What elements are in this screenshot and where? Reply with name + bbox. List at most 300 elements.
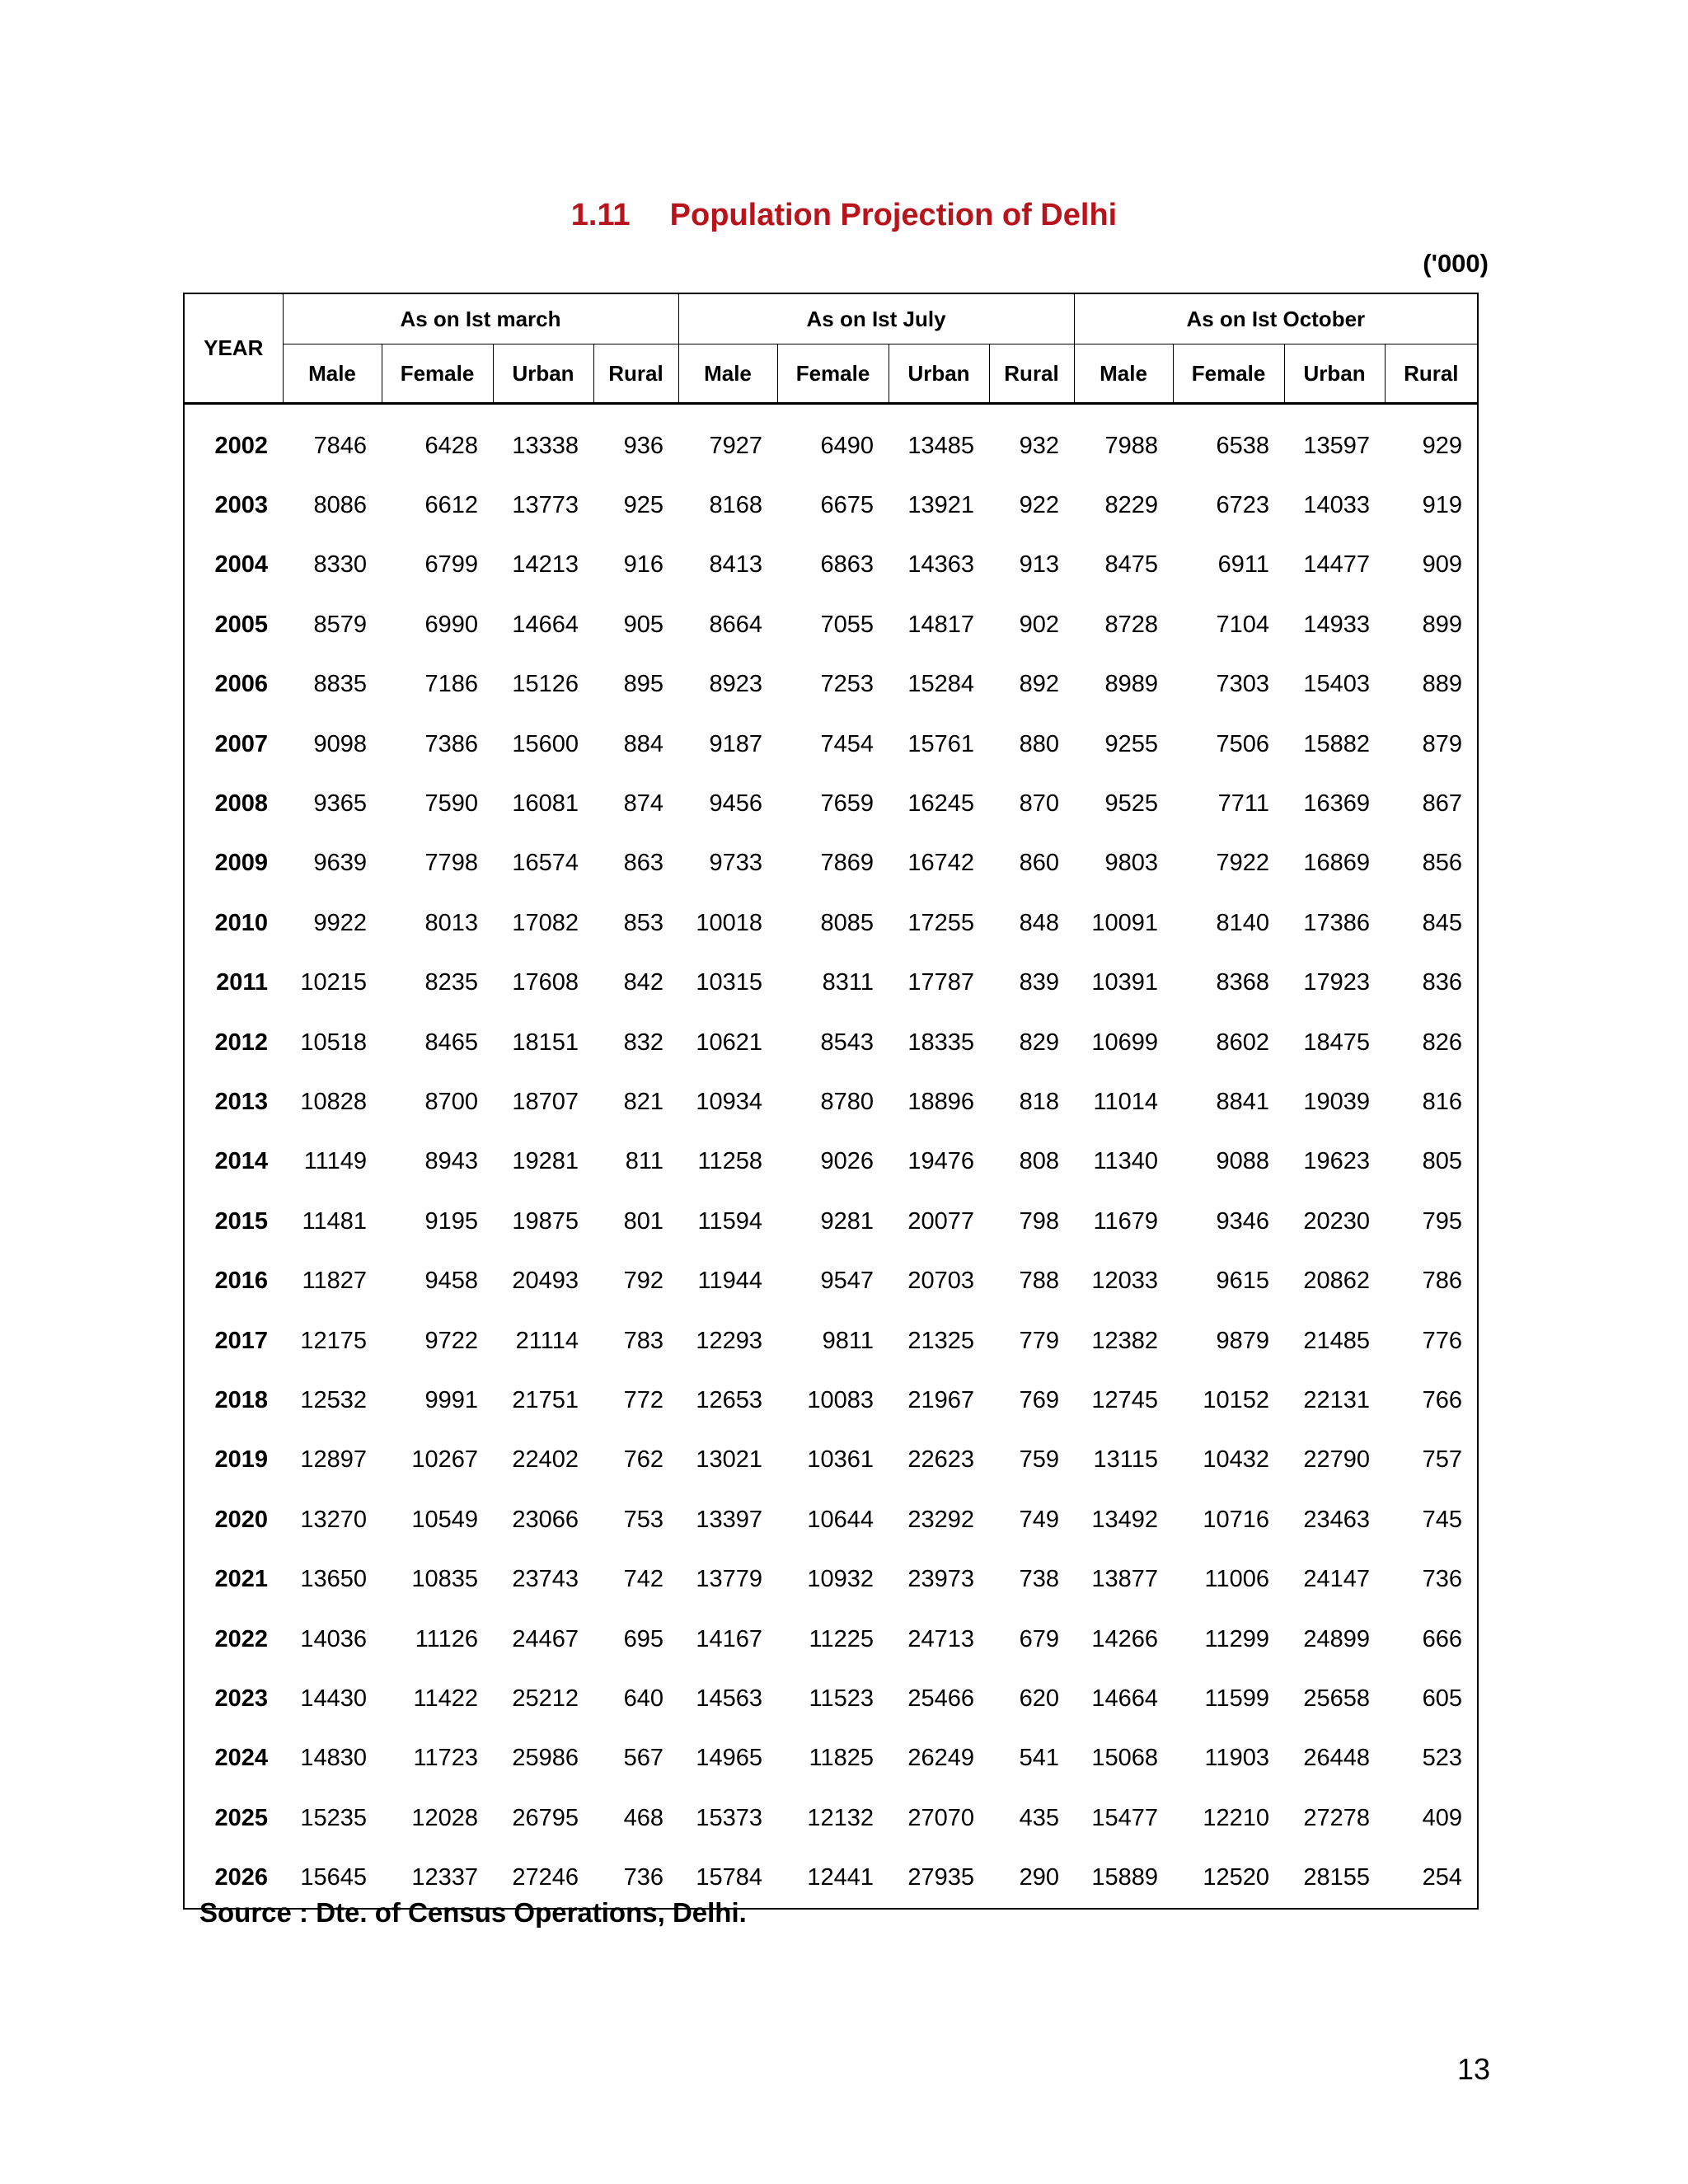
value-cell: 7711 [1217, 790, 1270, 818]
value-cell: 695 [623, 1625, 663, 1652]
value-cell: 15645 [300, 1864, 367, 1891]
value-cell: 6490 [820, 432, 874, 459]
table-row [184, 1132, 1478, 1192]
value-cell: 9547 [820, 1268, 874, 1295]
value-cell: 17255 [907, 909, 974, 936]
value-cell: 6612 [424, 492, 478, 519]
value-cell: 753 [623, 1506, 663, 1533]
page-title [0, 198, 1688, 233]
value-cell: 902 [1019, 611, 1060, 638]
value-cell: 10621 [696, 1029, 762, 1056]
value-cell: 9639 [313, 850, 367, 877]
value-cell: 9458 [424, 1268, 478, 1295]
value-cell: 15761 [907, 730, 974, 757]
value-cell: 14036 [300, 1625, 367, 1652]
value-cell: 8841 [1216, 1088, 1270, 1115]
value-cell: 7506 [1216, 730, 1270, 757]
value-cell: 863 [623, 850, 663, 877]
value-cell: 13485 [907, 432, 974, 459]
sub-header-rural: Rural [989, 344, 1074, 404]
value-cell: 786 [1422, 1268, 1463, 1295]
value-cell: 11014 [1093, 1088, 1159, 1115]
value-cell: 821 [623, 1088, 663, 1115]
value-cell: 13397 [696, 1506, 762, 1533]
sub-header-female: Female [777, 344, 889, 404]
value-cell: 805 [1422, 1148, 1463, 1175]
value-cell: 15784 [696, 1864, 762, 1891]
value-cell: 909 [1422, 551, 1463, 579]
table-row [184, 834, 1478, 893]
value-cell: 8475 [1104, 551, 1159, 579]
value-cell: 8465 [424, 1029, 478, 1056]
value-cell: 666 [1422, 1625, 1463, 1652]
value-cell: 8835 [313, 671, 367, 698]
value-cell: 15403 [1303, 671, 1371, 698]
year-cell: 2012 [214, 1029, 268, 1056]
value-cell: 9811 [822, 1327, 874, 1354]
value-cell: 23463 [1303, 1506, 1371, 1533]
value-cell: 10391 [1091, 969, 1159, 996]
value-cell: 10267 [411, 1446, 478, 1474]
value-cell: 19476 [907, 1148, 974, 1175]
table-body [184, 404, 1478, 1909]
value-cell: 842 [623, 969, 663, 996]
value-cell: 15373 [696, 1804, 762, 1831]
value-cell: 9456 [709, 790, 762, 818]
value-cell: 836 [1422, 969, 1463, 996]
value-cell: 13492 [1091, 1506, 1159, 1533]
value-cell: 13597 [1303, 432, 1371, 459]
value-cell: 12653 [696, 1386, 762, 1413]
sub-header-urban: Urban [493, 344, 593, 404]
table-row [184, 1431, 1478, 1490]
value-cell: 8311 [822, 969, 874, 996]
value-cell: 14664 [1091, 1685, 1159, 1712]
value-cell: 853 [623, 909, 663, 936]
value-cell: 14266 [1091, 1625, 1159, 1652]
value-cell: 10934 [696, 1088, 762, 1115]
value-cell: 7798 [424, 850, 478, 877]
value-cell: 870 [1019, 790, 1060, 818]
table-row [184, 1490, 1478, 1549]
year-cell: 2005 [214, 611, 268, 638]
value-cell: 798 [1019, 1207, 1060, 1235]
group-header-july: As on Ist July [678, 293, 1074, 344]
value-cell: 6863 [820, 551, 874, 579]
value-cell: 12441 [807, 1864, 874, 1891]
value-cell: 776 [1422, 1327, 1463, 1354]
value-cell: 10932 [807, 1566, 874, 1593]
value-cell: 779 [1019, 1327, 1060, 1354]
value-cell: 27935 [907, 1864, 974, 1891]
value-cell: 19875 [512, 1207, 579, 1235]
sub-header-male: Male [1074, 344, 1173, 404]
table-row [184, 1192, 1478, 1251]
table-row [184, 1610, 1478, 1669]
table-row [184, 1013, 1478, 1072]
value-cell: 7590 [424, 790, 478, 818]
value-cell: 816 [1422, 1088, 1463, 1115]
value-cell: 24147 [1303, 1566, 1371, 1593]
value-cell: 10828 [300, 1088, 367, 1115]
value-cell: 24713 [907, 1625, 974, 1652]
value-cell: 13773 [512, 492, 579, 519]
value-cell: 409 [1422, 1804, 1463, 1831]
value-cell: 738 [1019, 1566, 1060, 1593]
value-cell: 736 [1422, 1566, 1463, 1593]
value-cell: 788 [1019, 1268, 1060, 1295]
value-cell: 808 [1019, 1148, 1060, 1175]
value-cell: 14563 [696, 1685, 762, 1712]
value-cell: 8780 [820, 1088, 874, 1115]
value-cell: 922 [1019, 492, 1060, 519]
value-cell: 929 [1422, 432, 1463, 459]
value-cell: 9187 [709, 730, 762, 757]
value-cell: 17608 [512, 969, 579, 996]
value-cell: 20230 [1303, 1207, 1371, 1235]
year-cell: 2010 [214, 909, 268, 936]
value-cell: 10549 [411, 1506, 478, 1533]
value-cell: 14477 [1303, 551, 1371, 579]
value-cell: 913 [1019, 551, 1060, 579]
value-cell: 783 [623, 1327, 663, 1354]
value-cell: 16574 [512, 850, 579, 877]
year-cell: 2003 [214, 492, 268, 519]
value-cell: 12175 [300, 1327, 367, 1354]
value-cell: 541 [1019, 1745, 1060, 1772]
value-cell: 620 [1019, 1685, 1060, 1712]
value-cell: 18896 [907, 1088, 974, 1115]
value-cell: 19281 [512, 1148, 579, 1175]
value-cell: 679 [1019, 1625, 1060, 1652]
value-cell: 18151 [512, 1029, 579, 1056]
value-cell: 23066 [512, 1506, 579, 1533]
value-cell: 8413 [709, 551, 762, 579]
value-cell: 16369 [1303, 790, 1371, 818]
value-cell: 15284 [907, 671, 974, 698]
value-cell: 811 [625, 1148, 663, 1175]
value-cell: 11599 [1204, 1685, 1270, 1712]
value-cell: 9195 [424, 1207, 478, 1235]
year-cell: 2009 [214, 850, 268, 877]
sub-header-urban: Urban [889, 344, 989, 404]
value-cell: 11903 [1204, 1745, 1270, 1772]
value-cell: 27070 [907, 1804, 974, 1831]
value-cell: 23743 [512, 1566, 579, 1593]
value-cell: 7846 [313, 432, 367, 459]
value-cell: 10518 [300, 1029, 367, 1056]
value-cell: 8602 [1216, 1029, 1270, 1056]
value-cell: 759 [1019, 1446, 1060, 1474]
value-cell: 7104 [1216, 611, 1270, 638]
value-cell: 523 [1422, 1745, 1463, 1772]
value-cell: 27278 [1303, 1804, 1371, 1831]
table-row [184, 715, 1478, 774]
value-cell: 21967 [907, 1386, 974, 1413]
value-cell: 25466 [907, 1685, 974, 1712]
value-cell: 14965 [696, 1745, 762, 1772]
table-row [184, 1072, 1478, 1132]
table-row [184, 655, 1478, 715]
year-cell: 2019 [214, 1446, 268, 1474]
table-row [184, 1251, 1478, 1310]
value-cell: 12337 [411, 1864, 478, 1891]
value-cell: 11258 [697, 1148, 762, 1175]
value-cell: 8543 [820, 1029, 874, 1056]
value-cell: 468 [623, 1804, 663, 1831]
population-table [183, 293, 1479, 1910]
value-cell: 15126 [512, 671, 579, 698]
value-cell: 20703 [907, 1268, 974, 1295]
value-cell: 6428 [424, 432, 478, 459]
value-cell: 15477 [1091, 1804, 1159, 1831]
value-cell: 17787 [907, 969, 974, 996]
value-cell: 11827 [302, 1268, 367, 1295]
value-cell: 11825 [809, 1745, 874, 1772]
value-cell: 12897 [300, 1446, 367, 1474]
value-cell: 769 [1019, 1386, 1060, 1413]
year-cell: 2014 [214, 1148, 268, 1175]
group-header-march: As on Ist march [283, 293, 678, 344]
value-cell: 15068 [1091, 1745, 1159, 1772]
table-row [184, 1669, 1478, 1728]
value-cell: 21751 [512, 1386, 579, 1413]
sub-header-rural: Rural [1385, 344, 1478, 404]
value-cell: 8989 [1104, 671, 1159, 698]
value-cell: 12532 [300, 1386, 367, 1413]
value-cell: 905 [623, 611, 663, 638]
value-cell: 7922 [1216, 850, 1270, 877]
value-cell: 12520 [1203, 1864, 1270, 1891]
year-cell: 2024 [214, 1745, 268, 1772]
year-cell: 2007 [214, 730, 268, 757]
title-text: Population Projection of Delhi [669, 198, 1118, 232]
value-cell: 874 [623, 790, 663, 818]
value-cell: 8085 [820, 909, 874, 936]
value-cell: 640 [623, 1685, 663, 1712]
sub-header-female: Female [1173, 344, 1284, 404]
sub-header-urban: Urban [1284, 344, 1385, 404]
value-cell: 14430 [300, 1685, 367, 1712]
value-cell: 15882 [1303, 730, 1371, 757]
value-cell: 11149 [303, 1148, 367, 1175]
value-cell: 9991 [424, 1386, 478, 1413]
value-cell: 742 [623, 1566, 663, 1593]
value-cell: 254 [1422, 1864, 1463, 1891]
value-cell: 11523 [809, 1685, 874, 1712]
value-cell: 919 [1422, 492, 1463, 519]
year-cell: 2022 [214, 1625, 268, 1652]
value-cell: 18335 [907, 1029, 974, 1056]
value-cell: 9281 [820, 1207, 874, 1235]
value-cell: 749 [1019, 1506, 1060, 1533]
year-cell: 2013 [214, 1088, 268, 1115]
value-cell: 10091 [1091, 909, 1159, 936]
value-cell: 21325 [907, 1327, 974, 1354]
value-cell: 9803 [1104, 850, 1159, 877]
value-cell: 17923 [1303, 969, 1371, 996]
value-cell: 856 [1422, 850, 1463, 877]
value-cell: 9255 [1104, 730, 1159, 757]
title-number: 1.11 [570, 198, 631, 232]
value-cell: 7659 [820, 790, 874, 818]
value-cell: 9026 [820, 1148, 874, 1175]
value-cell: 13338 [512, 432, 579, 459]
value-cell: 10432 [1203, 1446, 1270, 1474]
value-cell: 12210 [1203, 1804, 1270, 1831]
value-cell: 9615 [1216, 1268, 1270, 1295]
sub-header-male: Male [678, 344, 777, 404]
value-cell: 21114 [515, 1327, 579, 1354]
value-cell: 7303 [1216, 671, 1270, 698]
value-cell: 12745 [1091, 1386, 1159, 1413]
value-cell: 6538 [1216, 432, 1270, 459]
year-cell: 2016 [214, 1268, 268, 1295]
year-cell: 2008 [214, 790, 268, 818]
value-cell: 26448 [1303, 1745, 1371, 1772]
value-cell: 11126 [415, 1625, 478, 1652]
value-cell: 12132 [807, 1804, 874, 1831]
value-cell: 8923 [709, 671, 762, 698]
value-cell: 8140 [1216, 909, 1270, 936]
value-cell: 9733 [709, 850, 762, 877]
value-cell: 892 [1019, 671, 1060, 698]
value-cell: 7869 [820, 850, 874, 877]
sub-header-male: Male [283, 344, 382, 404]
value-cell: 867 [1422, 790, 1463, 818]
value-cell: 28155 [1303, 1864, 1371, 1891]
value-cell: 8013 [424, 909, 478, 936]
value-cell: 8168 [709, 492, 762, 519]
value-cell: 12293 [696, 1327, 762, 1354]
value-cell: 762 [623, 1446, 663, 1474]
value-cell: 916 [623, 551, 663, 579]
value-cell: 23292 [907, 1506, 974, 1533]
value-cell: 9922 [313, 909, 367, 936]
value-cell: 845 [1422, 909, 1463, 936]
value-cell: 6799 [424, 551, 478, 579]
value-cell: 6990 [424, 611, 478, 638]
value-cell: 792 [623, 1268, 663, 1295]
value-cell: 24467 [512, 1625, 579, 1652]
value-cell: 7186 [424, 671, 478, 698]
value-cell: 11481 [302, 1207, 367, 1235]
year-cell: 2015 [214, 1207, 268, 1235]
value-cell: 22402 [512, 1446, 579, 1474]
value-cell: 13921 [907, 492, 974, 519]
value-cell: 889 [1422, 671, 1463, 698]
year-cell: 2026 [214, 1864, 268, 1891]
value-cell: 9088 [1216, 1148, 1270, 1175]
value-cell: 605 [1422, 1685, 1463, 1712]
value-cell: 8728 [1104, 611, 1159, 638]
value-cell: 10018 [696, 909, 762, 936]
sub-header-rural: Rural [593, 344, 678, 404]
value-cell: 11340 [1093, 1148, 1159, 1175]
sub-header-row [184, 344, 1478, 404]
value-cell: 11422 [413, 1685, 478, 1712]
value-cell: 925 [623, 492, 663, 519]
value-cell: 13270 [300, 1506, 367, 1533]
value-cell: 8579 [313, 611, 367, 638]
value-cell: 11006 [1204, 1566, 1270, 1593]
year-cell: 2011 [216, 969, 268, 996]
table-row [184, 954, 1478, 1013]
table-row [184, 595, 1478, 654]
value-cell: 22131 [1303, 1386, 1371, 1413]
value-cell: 8086 [313, 492, 367, 519]
value-cell: 10083 [807, 1386, 874, 1413]
value-cell: 936 [623, 432, 663, 459]
table-row [184, 404, 1478, 476]
sub-header-female: Female [382, 344, 493, 404]
value-cell: 6911 [1217, 551, 1270, 579]
value-cell: 9098 [313, 730, 367, 757]
value-cell: 6675 [820, 492, 874, 519]
value-cell: 10699 [1091, 1029, 1159, 1056]
value-cell: 7454 [820, 730, 874, 757]
value-cell: 19039 [1303, 1088, 1371, 1115]
value-cell: 11299 [1204, 1625, 1270, 1652]
year-cell: 2020 [214, 1506, 268, 1533]
value-cell: 14664 [512, 611, 579, 638]
value-cell: 6723 [1216, 492, 1270, 519]
value-cell: 22623 [907, 1446, 974, 1474]
value-cell: 22790 [1303, 1446, 1371, 1474]
table-row [184, 893, 1478, 953]
value-cell: 10215 [300, 969, 367, 996]
year-cell: 2004 [214, 551, 268, 579]
value-cell: 25658 [1303, 1685, 1371, 1712]
value-cell: 10361 [807, 1446, 874, 1474]
value-cell: 8664 [709, 611, 762, 638]
value-cell: 879 [1422, 730, 1463, 757]
value-cell: 13115 [1093, 1446, 1159, 1474]
value-cell: 11679 [1093, 1207, 1159, 1235]
value-cell: 14817 [907, 611, 974, 638]
value-cell: 20862 [1303, 1268, 1371, 1295]
value-cell: 9525 [1104, 790, 1159, 818]
value-cell: 736 [623, 1864, 663, 1891]
value-cell: 16081 [512, 790, 579, 818]
value-cell: 826 [1422, 1029, 1463, 1056]
value-cell: 17386 [1303, 909, 1371, 936]
value-cell: 20493 [512, 1268, 579, 1295]
value-cell: 829 [1019, 1029, 1060, 1056]
year-cell: 2025 [214, 1804, 268, 1831]
value-cell: 10716 [1203, 1506, 1270, 1533]
value-cell: 25212 [512, 1685, 579, 1712]
value-cell: 23973 [907, 1566, 974, 1593]
value-cell: 839 [1019, 969, 1060, 996]
value-cell: 290 [1019, 1864, 1060, 1891]
value-cell: 18707 [512, 1088, 579, 1115]
table-row [184, 476, 1478, 535]
table-row [184, 1729, 1478, 1788]
value-cell: 18475 [1303, 1029, 1371, 1056]
value-cell: 11225 [809, 1625, 874, 1652]
value-cell: 9365 [313, 790, 367, 818]
value-cell: 8330 [313, 551, 367, 579]
value-cell: 880 [1019, 730, 1060, 757]
value-cell: 7988 [1104, 432, 1159, 459]
value-cell: 567 [623, 1745, 663, 1772]
value-cell: 15889 [1091, 1864, 1159, 1891]
value-cell: 26249 [907, 1745, 974, 1772]
value-cell: 860 [1019, 850, 1060, 877]
value-cell: 8943 [424, 1148, 478, 1175]
value-cell: 19623 [1303, 1148, 1371, 1175]
